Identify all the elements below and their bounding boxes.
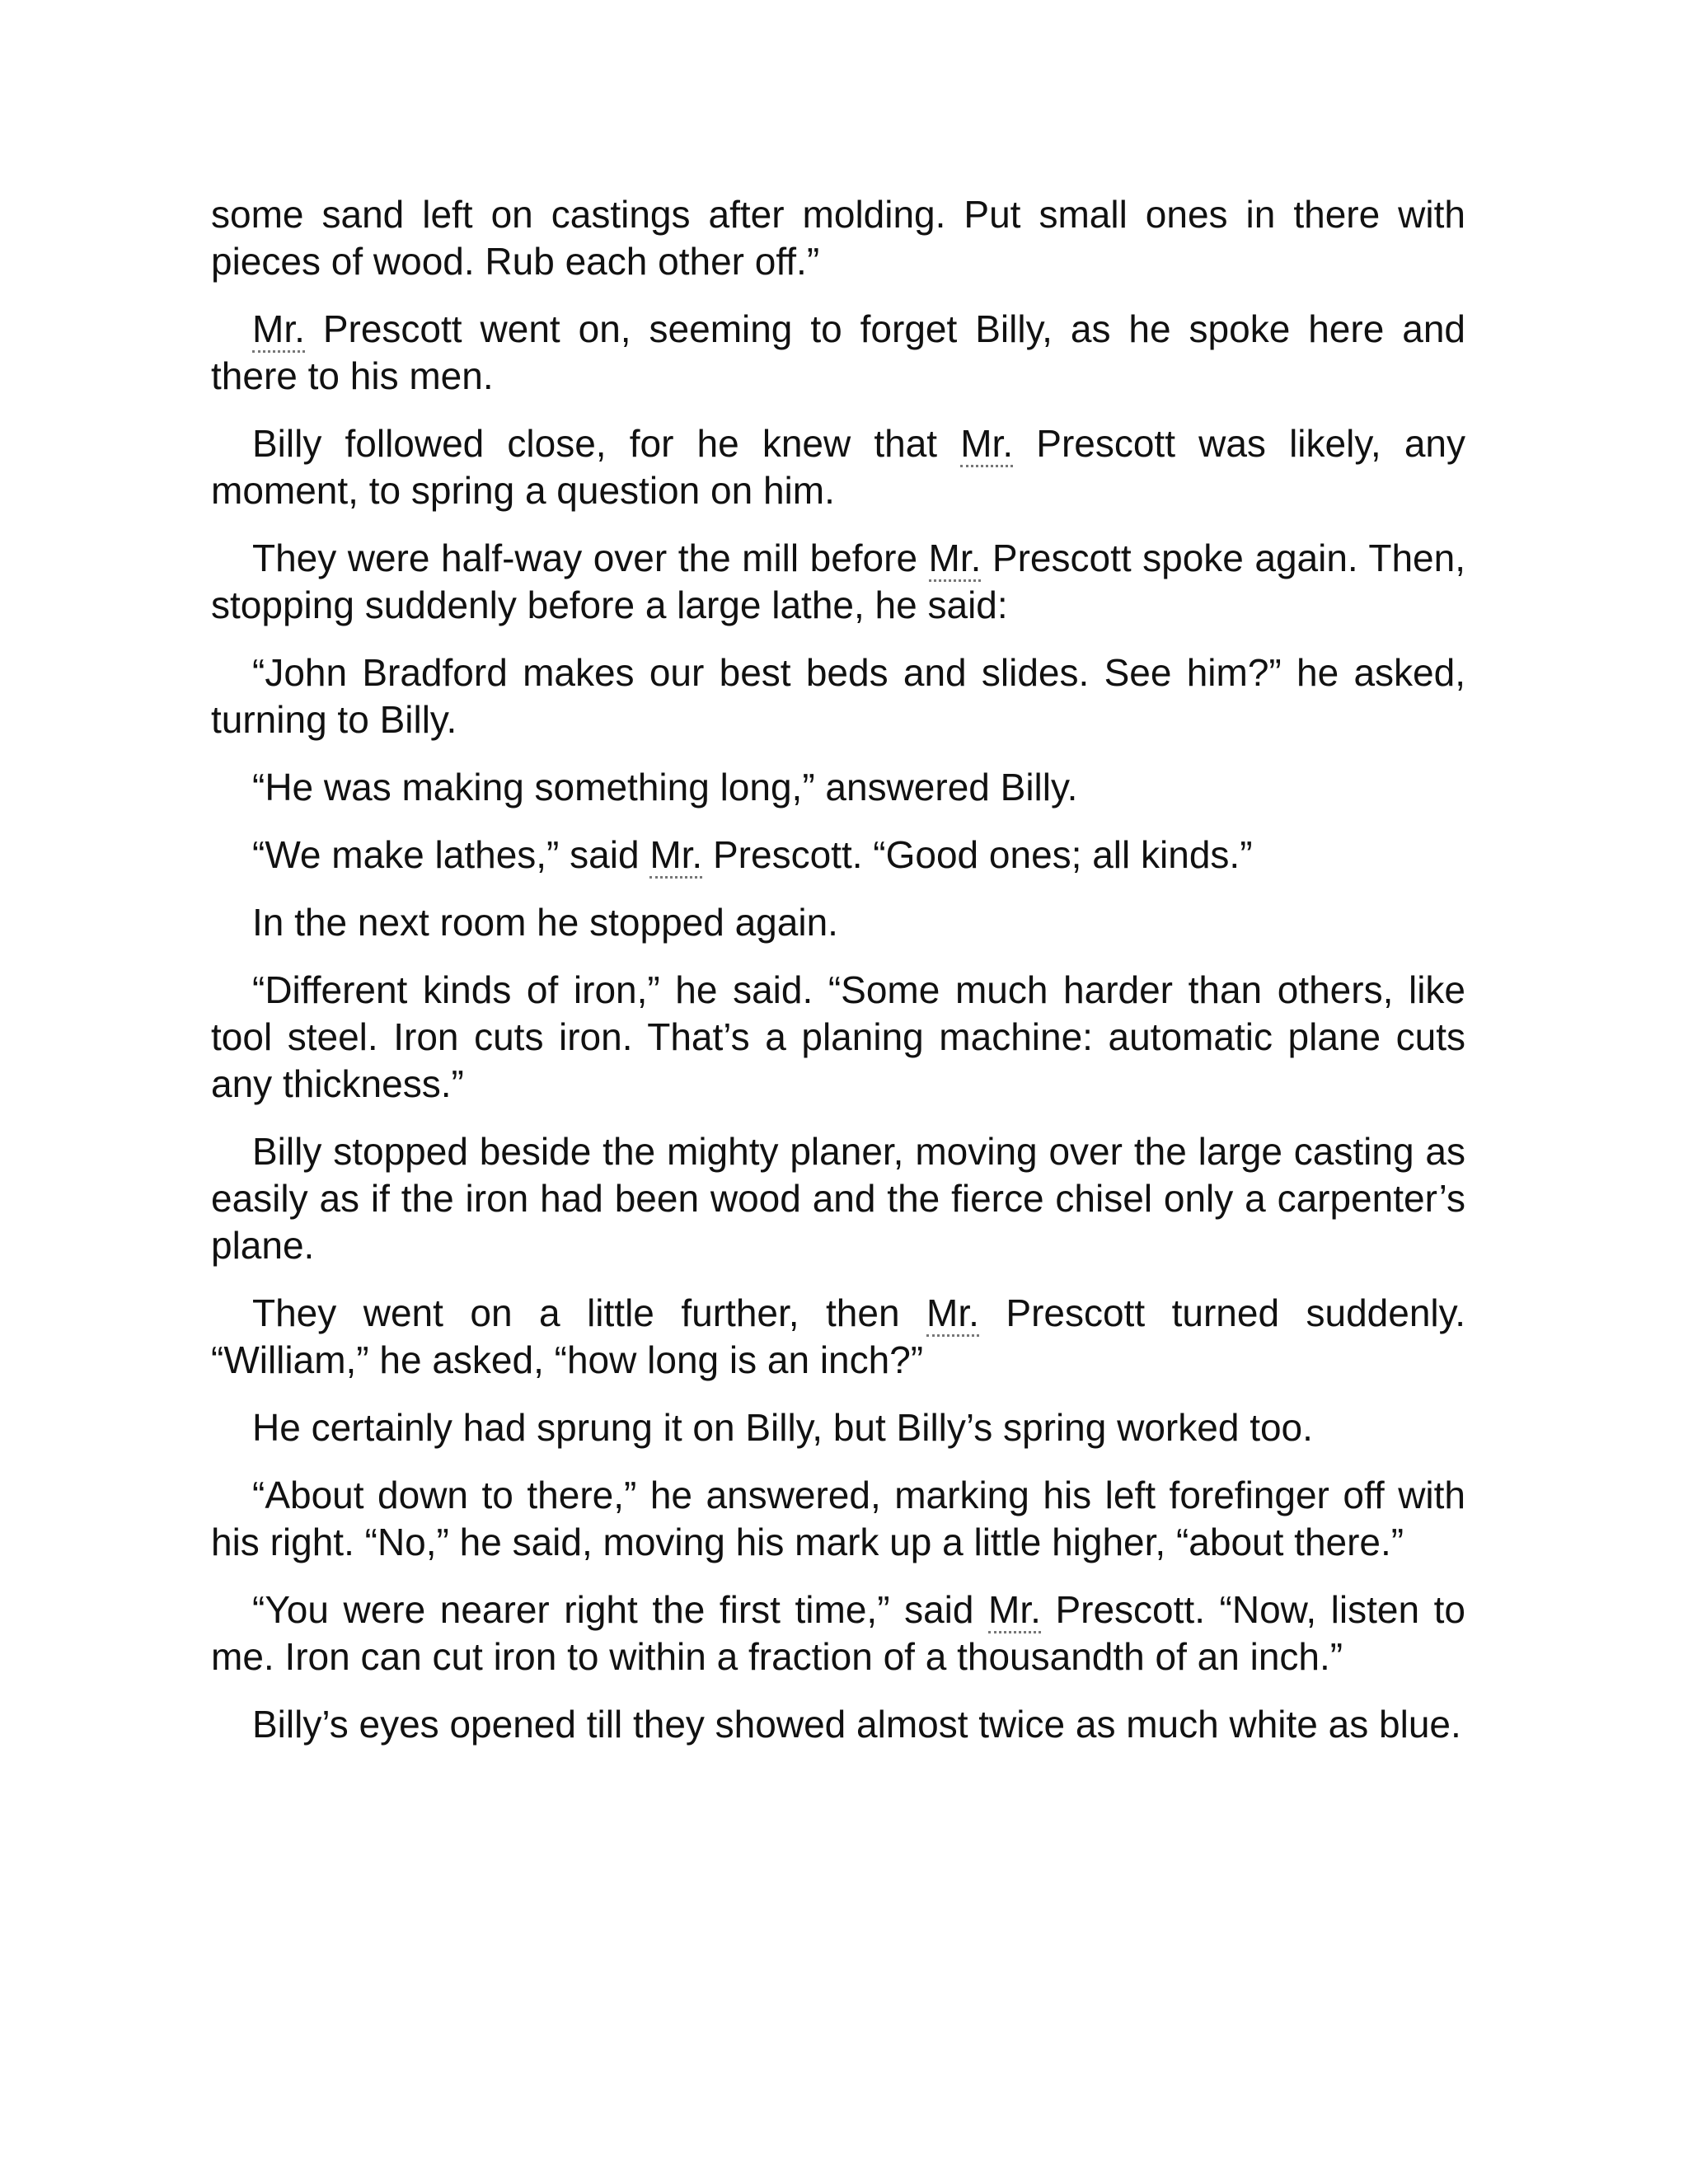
- abbr-mr: Mr.: [649, 833, 702, 879]
- paragraph-text: “Different kinds of iron,” he said. “Some much harder than others, like tool steel. Iron cuts iron. That’s a planing machine: automatic plane cuts any thickness.”: [211, 968, 1465, 1105]
- paragraph-text: They went on a little further, then: [252, 1291, 927, 1334]
- paragraph-text: Billy followed close, for he knew that: [252, 422, 961, 465]
- paragraph-text: He certainly had sprung it on Billy, but Billy’s spring worked too.: [252, 1406, 1313, 1449]
- abbr-mr: Mr.: [929, 537, 982, 582]
- paragraph-7: [211, 832, 1465, 879]
- paragraph-text: “About down to there,” he answered, marking his left forefinger off with his right. “No,” he said, moving his mark up a little higher, “about there.”: [211, 1474, 1465, 1563]
- abbr-mr: Mr.: [988, 1588, 1041, 1633]
- paragraph-text: Prescott spoke again. Then, stopping suddenly before a large lathe, he said:: [211, 537, 1465, 626]
- paragraph-1: [211, 191, 1465, 285]
- abbr-mr: Mr.: [960, 422, 1013, 467]
- abbr-mr: Mr.: [252, 307, 305, 353]
- paragraph-14: [211, 1586, 1465, 1680]
- paragraph-4: [211, 535, 1465, 629]
- paragraph-10: [211, 1128, 1465, 1269]
- paragraph-text: They were half-way over the mill before: [252, 537, 929, 579]
- paragraph-text: In the next room he stopped again.: [252, 901, 838, 944]
- paragraph-text: Billy stopped beside the mighty planer, moving over the large casting as easily as if the iron had been wood and the fierce chisel only a carpenter’s plane.: [211, 1130, 1465, 1267]
- abbr-mr: Mr.: [926, 1291, 979, 1337]
- paragraph-text: Prescott went on, seeming to forget Billy, as he spoke here and there to his men.: [211, 307, 1465, 397]
- paragraph-15: [211, 1701, 1465, 1748]
- paragraph-6: [211, 764, 1465, 811]
- paragraph-2: [211, 306, 1465, 400]
- paragraph-text: Billy’s eyes opened till they showed almost twice as much white as blue.: [252, 1703, 1461, 1746]
- paragraph-text: Prescott turned suddenly. “William,” he asked, “how long is an inch?”: [211, 1291, 1466, 1381]
- paragraph-text: “You were nearer right the first time,” said: [252, 1588, 989, 1631]
- paragraph-12: [211, 1404, 1465, 1451]
- paragraph-13: [211, 1472, 1465, 1566]
- paragraph-text: Prescott. “Now, listen to me. Iron can cut iron to within a fraction of a thousandth of an inch.”: [211, 1588, 1465, 1678]
- paragraph-8: [211, 899, 1465, 946]
- paragraph-9: [211, 967, 1465, 1108]
- paragraph-text: Prescott was likely, any moment, to spring a question on him.: [211, 422, 1465, 512]
- paragraph-text: Prescott. “Good ones; all kinds.”: [702, 833, 1253, 876]
- paragraph-3: [211, 420, 1465, 514]
- paragraph-text: “He was making something long,” answered Billy.: [252, 766, 1078, 808]
- paragraph-11: [211, 1290, 1465, 1384]
- paragraph-text: “We make lathes,” said: [252, 833, 650, 876]
- paragraph-5: [211, 649, 1465, 743]
- paragraph-text: some sand left on castings after molding. Put small ones in there with pieces of wood. Rub each other off.”: [211, 193, 1465, 283]
- page-body: [211, 191, 1465, 1769]
- paragraph-text: “John Bradford makes our best beds and slides. See him?” he asked, turning to Billy.: [211, 651, 1465, 741]
